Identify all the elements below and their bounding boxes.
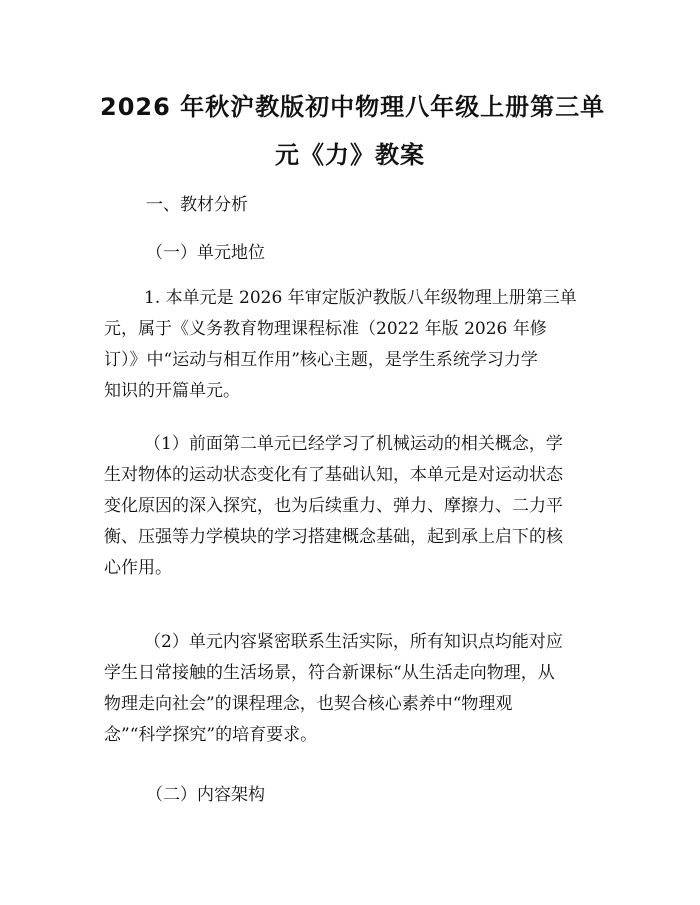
paragraph-unit-overview bbox=[104, 283, 604, 407]
document-title-line-2: 元《力》教案 bbox=[275, 141, 425, 169]
paragraph-line: 1. 本单元是 2026 年审定版沪教版八年级物理上册第三单 bbox=[144, 288, 577, 308]
paragraph-line: 衡、压强等力学模块的学习搭建概念基础，起到承上启下的核 bbox=[104, 527, 563, 547]
paragraph-line: 变化原因的深入探究，也为后续重力、弹力、摩擦力、二力平 bbox=[104, 496, 563, 516]
paragraph-line: 知识的开篇单元。 bbox=[104, 381, 240, 401]
paragraph-line: 学生日常接触的生活场景，符合新课标“从生活走向物理，从 bbox=[104, 663, 555, 683]
paragraph-point-1 bbox=[104, 429, 604, 584]
paragraph-line: 心作用。 bbox=[104, 558, 172, 578]
paragraph-line: 生对物体的运动状态变化有了基础认知，本单元是对运动状态 bbox=[104, 465, 563, 485]
paragraph-line: （1）前面第二单元已经学习了机械运动的相关概念，学 bbox=[144, 434, 563, 454]
paragraph-line: （2）单元内容紧密联系生活实际，所有知识点均能对应 bbox=[144, 632, 563, 652]
paragraph-line: 订）》中“运动与相互作用”核心主题，是学生系统学习力学 bbox=[104, 350, 538, 370]
document-title-line-1: 2026 年秋沪教版初中物理八年级上册第三单 bbox=[100, 93, 606, 121]
section-heading-textbook-analysis: 一、教材分析 bbox=[146, 195, 248, 215]
paragraph-line: 物理走向社会”的课程理念，也契合核心素养中“物理观 bbox=[104, 694, 513, 714]
paragraph-line: 元，属于《义务教育物理课程标准（2022 年版 2026 年修 bbox=[104, 319, 547, 339]
subsection-heading-content-structure: （二）内容架构 bbox=[146, 785, 265, 805]
paragraph-point-2 bbox=[104, 627, 604, 751]
subsection-heading-unit-position: （一）单元地位 bbox=[146, 243, 265, 263]
paragraph-line: 念”“科学探究”的培育要求。 bbox=[104, 725, 318, 745]
